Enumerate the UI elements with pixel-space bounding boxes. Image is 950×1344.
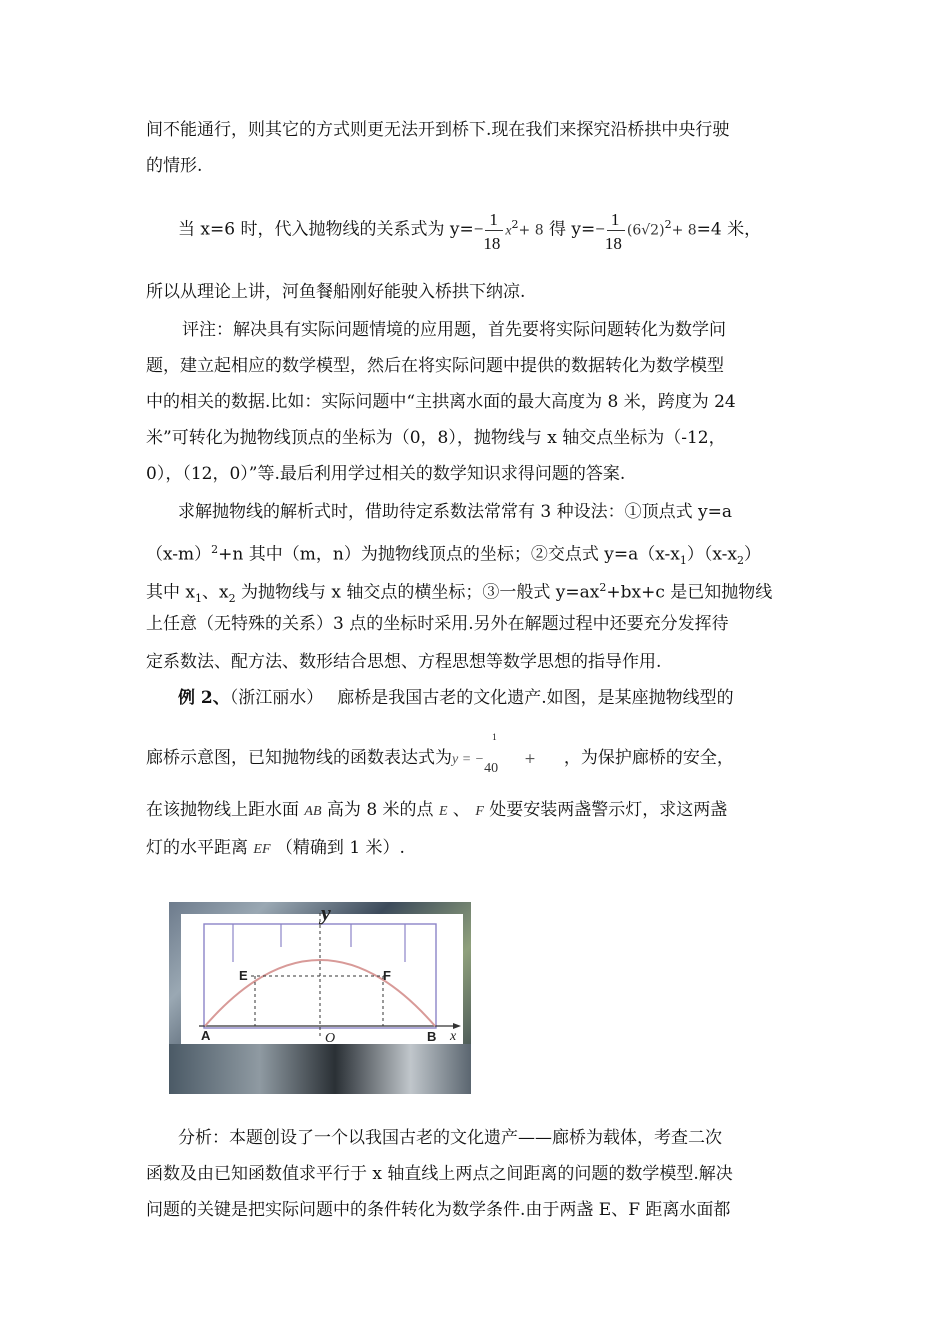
p2-suffix: =4 米， — [696, 219, 762, 240]
label-a: A — [201, 1028, 211, 1043]
p2-frac1-den: 18 — [483, 234, 501, 254]
bridge-figure — [169, 902, 471, 1094]
ex2-formula-num: 1 — [492, 731, 497, 742]
ex2-f: F — [475, 804, 484, 819]
p4-line3: 中的相关的数据.比如：实际问题中“主拱离水面的最大高度为 8 米，跨度为 24 — [146, 392, 736, 412]
label-y: y — [321, 902, 331, 925]
p5-l2-g: ） — [743, 544, 761, 565]
ex2-text4b: （精确到 1 米）. — [275, 838, 405, 858]
ex2-line4 — [146, 836, 405, 862]
p5-line5: 定系数法、配方法、数形结合思想、方程思想等数学思想的指导作用. — [146, 652, 662, 672]
p2-frac1-num: 1 — [489, 210, 498, 230]
ex2-text3c: 处要安装两盏警示灯，求这两盏 — [489, 800, 728, 820]
p5-l3-b: 1 — [195, 592, 202, 606]
p5-l2-d: 1 — [679, 554, 687, 568]
p2-x: x — [505, 223, 512, 239]
an-line1: 分析：本题创设了一个以我国古老的文化遗产——廊桥为载体，考查二次 — [178, 1128, 722, 1148]
p4-line4: 米”可转化为抛物线顶点的坐标为（0，8），抛物线与 x 轴交点坐标为（-12， — [146, 428, 726, 448]
ex2-formula-den: 40 — [484, 760, 499, 776]
p5-l3-d: 2 — [228, 592, 236, 606]
p5-line2 — [146, 538, 761, 573]
p5-l3-c: 、x — [202, 582, 229, 603]
p3-line: 所以从理论上讲，河鱼餐船刚好能驶入桥拱下纳凉. — [146, 282, 526, 302]
ex2-text3b: 高为 8 米的点 — [326, 800, 434, 820]
ex2-formula-plus: + — [524, 751, 536, 767]
ex2-e: E — [438, 804, 448, 819]
p5-line1: 求解抛物线的解析式时，借助待定系数法常常有 3 种设法：①顶点式 y=a — [178, 502, 733, 522]
ex2-formula-frac — [484, 731, 508, 781]
p2-fraction-1 — [483, 208, 505, 252]
p2-formula-line — [178, 203, 761, 253]
p5-l3-a: 其中 x — [146, 582, 195, 603]
p4-line2: 题，建立起相应的数学模型，然后在将实际问题中提供的数据转化为数学模型 — [146, 356, 724, 376]
p2-plus8: + 8 — [518, 222, 544, 239]
ex2-text4a: 灯的水平距离 — [146, 838, 248, 858]
label-b: B — [427, 1029, 437, 1044]
ex2-line3 — [146, 798, 727, 824]
ex2-formula-y: y = − — [452, 752, 485, 767]
p5-line4: 上任意（无特殊的关系）3 点的坐标时采用.另外在解题过程中还要充分发挥待 — [146, 614, 729, 634]
label-o: O — [325, 1031, 336, 1046]
p5-l3-g: +bx+c 是已知抛物线 — [606, 582, 773, 603]
label-x: x — [450, 1029, 457, 1044]
ex2-text1: 廊桥是我国古老的文化遗产.如图，是某座抛物线型的 — [337, 688, 734, 708]
ex2-source: （浙江丽水） — [229, 688, 324, 708]
p2-minus-1: − — [473, 219, 484, 239]
p2-x-sq: 2 — [511, 218, 519, 231]
ex2-text2b: ，为保护廊桥的安全， — [563, 748, 734, 768]
p1-line2: 的情形. — [146, 156, 203, 176]
an-line2: 函数及由已知函数值求平行于 x 轴直线上两点之间距离的问题的数学模型.解决 — [146, 1164, 733, 1184]
ex2-ab: AB — [304, 804, 322, 819]
p5-l2-b: 2 — [211, 543, 219, 556]
label-e: E — [239, 968, 248, 983]
label-f: F — [383, 968, 391, 983]
p5-l3-e: 为抛物线与 x 轴交点的横坐标；③一般式 y=ax — [235, 582, 600, 603]
p5-l3-f: 2 — [599, 581, 607, 594]
parabola-diagram — [169, 902, 471, 1094]
p2-mid: 得 y= — [549, 219, 596, 240]
ex2-line1 — [178, 686, 734, 710]
p2-paren-sq: 2 — [664, 218, 672, 231]
p5-l2-a: （x-m） — [146, 544, 212, 565]
p2-plus8-b: + 8 — [671, 222, 697, 239]
p5-l2-c: +n 其中（m，n）为抛物线顶点的坐标；②交点式 y=a（x-x — [218, 544, 680, 565]
p2-minus-2: − — [595, 219, 605, 239]
p2-frac2-den: 18 — [604, 234, 622, 254]
p5-line3 — [146, 576, 772, 611]
ex2-label: 例 2、 — [178, 688, 230, 708]
ex2-line2 — [146, 731, 734, 786]
p2-paren: (6√2) — [626, 222, 665, 239]
p2-fraction-2 — [605, 208, 627, 252]
p4-line1: 评注：解决具有实际问题情境的应用题，首先要将实际问题转化为数学问 — [182, 320, 726, 340]
ex2-text2a: 廊桥示意图，已知抛物线的函数表达式为 — [146, 748, 452, 768]
p4-line5: 0），（12，0）”等.最后利用学过相关的数学知识求得问题的答案. — [146, 464, 626, 484]
p2-frac2-num: 1 — [610, 210, 620, 230]
p5-l2-f: 2 — [736, 554, 744, 568]
p5-l2-e: ）（x-x — [686, 544, 737, 565]
ex2-ef: EF — [253, 842, 271, 857]
ex2-sep: 、 — [452, 800, 470, 820]
p1-line1: 间不能通行，则其它的方式则更无法开到桥下.现在我们来探究沿桥拱中央行驶 — [146, 120, 730, 140]
p2-prefix: 当 x=6 时，代入抛物线的关系式为 y= — [178, 219, 474, 240]
ex2-text3a: 在该抛物线上距水面 — [146, 800, 299, 820]
an-line3: 问题的关键是把实际问题中的条件转化为数学条件.由于两盏 E、F 距离水面都 — [146, 1200, 731, 1220]
